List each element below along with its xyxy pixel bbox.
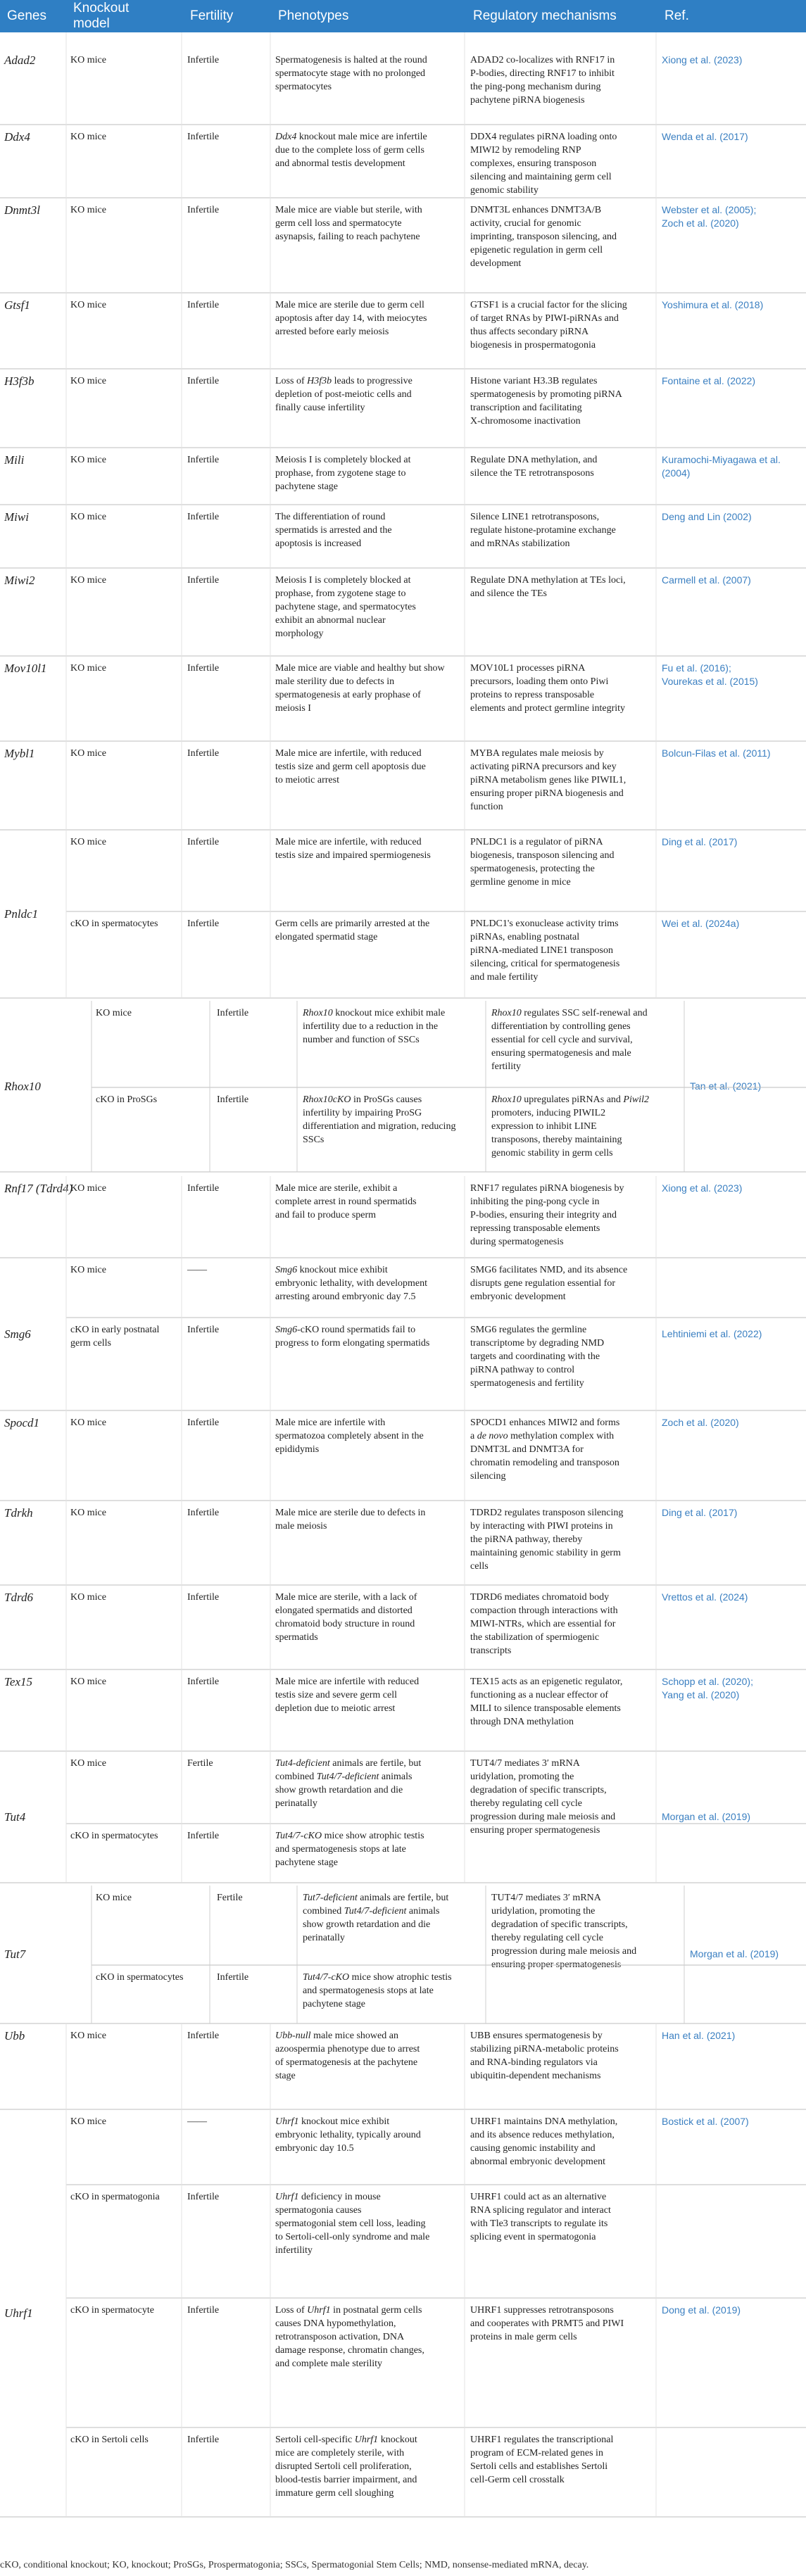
phenotype-text: Uhrf1 knockout mice exhibit embryonic lethality, typically around embryonic day 10.5: [275, 2116, 421, 2154]
phenotype-text: Meiosis I is completely blocked at prophase, from zygotene stage to pachytene stage, and spermatocytes exhibit an abnormal nuclear morphology: [275, 575, 416, 639]
phenotype-text: Sertoli cell-specific Uhrf1 knockout mice are completely sterile, with disrupted Sertoli cell proliferation, blood-testis barrier impairment, and immature germ cell sloughing: [275, 2435, 417, 2499]
fertility-status: Infertile: [187, 455, 220, 465]
phenotype-text: Male mice are infertile with reduced testis size and severe germ cell depletion due to meiotic arrest: [275, 1677, 420, 1714]
reference-link[interactable]: Xiong et al. (2023): [662, 54, 743, 65]
fertility-status: Infertile: [187, 376, 220, 386]
knockout-model: KO mice: [70, 2031, 106, 2041]
fertility-status: Infertile: [187, 1831, 220, 1841]
mechanism-text: TUT4/7 mediates 3′ mRNA uridylation, promoting the degradation of specific transcripts, thereby regulating cell cycle progression during male meiosis and ensuring proper spermatogenesis: [470, 1758, 616, 1836]
knockout-model: KO mice: [70, 748, 106, 759]
fertility-status: Infertile: [187, 1592, 220, 1603]
mechanism-text: Regulate DNA methylation, and silence the TE retrotransposons: [470, 455, 598, 479]
fertility-status: Infertile: [187, 300, 220, 310]
knockout-model: KO mice: [70, 512, 106, 522]
phenotype-text: Meiosis I is completely blocked at prophase, from zygotene stage to pachytene stage: [275, 455, 411, 492]
fertility-status: Infertile: [187, 1183, 220, 1194]
phenotype-text: Male mice are sterile due to germ cell apoptosis after day 14, with meiocytes arrested before early meiosis: [275, 300, 427, 337]
fertility-status: Fertile: [217, 1893, 243, 1903]
gene-name: Tdrd6: [4, 1591, 33, 1604]
header-regulatory-mechanisms: Regulatory mechanisms: [473, 8, 617, 23]
mechanism-text: Histone variant H3.3B regulates spermatogenesis by promoting piRNA transcription and facilitating X-chromosome inactivation: [470, 376, 622, 427]
phenotype-text: Loss of Uhrf1 in postnatal germ cells causes DNA hypomethylation, retrotransposon activation, DNA damage response, chromatin changes, and complete male sterility: [275, 2305, 424, 2369]
fertility-status: Infertile: [187, 2192, 220, 2202]
knockout-model: KO mice: [70, 837, 106, 847]
fertility-status: Infertile: [217, 1972, 249, 1983]
phenotype-text: Male mice are sterile due to defects in male meiosis: [275, 1508, 426, 1532]
fertility-status: Infertile: [187, 132, 220, 142]
mechanism-text: DNMT3L enhances DNMT3A/B activity, crucial for genomic imprinting, transposon silencing, and epigenetic regulation in germ cell development: [470, 205, 617, 269]
reference-link[interactable]: Deng and Lin (2002): [662, 511, 752, 522]
reference-link[interactable]: Dong et al. (2019): [662, 2304, 741, 2316]
phenotype-text: Male mice are viable but sterile, with germ cell loss and spermatocyte asynapsis, failing to reach pachytene: [275, 205, 422, 242]
mechanism-text: TEX15 acts as an epigenetic regulator, functioning as a nuclear effector of MILI to silence transposable elements through DNA methylation: [470, 1677, 623, 1727]
knockout-model: cKO in early postnatal germ cells: [70, 1325, 160, 1349]
fertility-status: Infertile: [217, 1008, 249, 1018]
fertility-status: Infertile: [187, 1325, 220, 1335]
knockout-model: cKO in spermatogonia: [70, 2192, 160, 2202]
gene-name: Ubb: [4, 2029, 25, 2043]
reference-link[interactable]: Morgan et al. (2019): [690, 1948, 779, 1959]
knockout-model: KO mice: [70, 300, 106, 310]
phenotype-text: Loss of H3f3b leads to progressive depletion of post-meiotic cells and finally cause infertility: [275, 376, 413, 413]
gene-name: Rhox10: [4, 1080, 41, 1093]
knockout-model: KO mice: [70, 455, 106, 465]
knockout-model: KO mice: [70, 575, 106, 586]
gene-name: Tut4: [4, 1810, 26, 1824]
knockout-model: KO mice: [96, 1893, 132, 1903]
header-phenotypes: Phenotypes: [278, 8, 349, 23]
gene-name: Pnldc1: [4, 907, 39, 921]
reference-link[interactable]: Schopp et al. (2020); Yang et al. (2020): [662, 1676, 753, 1700]
reference-link[interactable]: Ding et al. (2017): [662, 836, 738, 847]
mechanism-text: Regulate DNA methylation at TEs loci, and silence the TEs: [470, 575, 626, 599]
reference-link[interactable]: Morgan et al. (2019): [662, 1811, 751, 1822]
gene-name: Gtsf1: [4, 298, 30, 312]
header-ref: Ref.: [665, 8, 689, 23]
reference-link[interactable]: Bolcun-Filas et al. (2011): [662, 747, 771, 759]
reference-link[interactable]: Vrettos et al. (2024): [662, 1591, 748, 1603]
knockout-model: KO mice: [70, 55, 106, 65]
mechanism-text: Rhox10 upregulates piRNAs and Piwil2 promoters, inducing PIWIL2 expression to inhibit LINE transposons, thereby maintaining genomic stability in germ cells: [491, 1094, 649, 1158]
knockout-model: KO mice: [70, 1592, 106, 1603]
fertility-status: Infertile: [187, 205, 220, 215]
gene-name: Tut7: [4, 1947, 26, 1961]
phenotype-text: Tut4/7-cKO mice show atrophic testis and spermatogenesis stops at late pachytene stage: [275, 1831, 424, 1868]
fertility-status: Infertile: [187, 663, 220, 674]
knockout-model: KO mice: [70, 1418, 106, 1428]
gene-name: Spocd1: [4, 1416, 40, 1429]
mechanism-text: UHRF1 regulates the transcriptional program of ECM-related genes in Sertoli cells and establishes Sertoli cell-Germ cell crosstalk: [470, 2435, 614, 2485]
gene-name: Dnmt3l: [4, 203, 40, 217]
gene-name: Adad2: [4, 53, 36, 67]
mechanism-text: UHRF1 maintains DNA methylation, and its absence reduces methylation, causing genomic instability and abnormal embryonic development: [470, 2116, 618, 2167]
reference-link[interactable]: Carmell et al. (2007): [662, 574, 751, 586]
fertility-status: Infertile: [187, 748, 220, 759]
fertility-status: Infertile: [187, 2435, 220, 2445]
header-genes: Genes: [7, 8, 46, 23]
knockout-model: KO mice: [70, 1677, 106, 1687]
knockout-model: cKO in ProSGs: [96, 1094, 158, 1105]
knockout-model: KO mice: [70, 1265, 106, 1275]
fertility-status: Infertile: [187, 2305, 220, 2316]
mechanism-text: ADAD2 co-localizes with RNF17 in P-bodies, directing RNF17 to inhibit the ping-pong mechanism during pachytene piRNA biogenesis: [470, 55, 615, 106]
mechanism-text: SPOCD1 enhances MIWI2 and forms a de novo methylation complex with DNMT3L and DNMT3A for chromatin remodeling and transposon silencing: [470, 1418, 620, 1482]
reference-link[interactable]: Fu et al. (2016); Vourekas et al. (2015): [662, 662, 758, 687]
reference-link[interactable]: Bostick et al. (2007): [662, 2116, 749, 2127]
gene-name: Mili: [4, 453, 25, 467]
phenotype-text: Smg6-cKO round spermatids fail to progress to form elongating spermatids: [275, 1325, 430, 1349]
fertility-status: Infertile: [217, 1094, 249, 1105]
fertility-status: Infertile: [187, 1508, 220, 1518]
mechanism-text: UBB ensures spermatogenesis by stabilizing piRNA-metabolic proteins and RNA-binding regulators via ubiquitin-dependent mechanisms: [470, 2031, 619, 2081]
reference-link[interactable]: Tan et al. (2021): [690, 1080, 762, 1092]
phenotype-text: Male mice are infertile, with reduced testis size and impaired spermiogenesis: [275, 837, 431, 861]
reference-link[interactable]: Zoch et al. (2020): [662, 1417, 739, 1428]
reference-link[interactable]: Webster et al. (2005); Zoch et al. (2020): [662, 204, 757, 229]
fertility-status: ——: [187, 1265, 207, 1275]
fertility-status: Infertile: [187, 512, 220, 522]
mechanism-text: Rhox10 regulates SSC self-renewal and differentiation by controlling genes essential for cell cycle and survival, ensuring spermatogenesis and male fertility: [491, 1008, 648, 1072]
gene-name: Smg6: [4, 1327, 31, 1341]
reference-link[interactable]: Han et al. (2021): [662, 2030, 736, 2041]
phenotype-text: Smg6 knockout mice exhibit embryonic lethality, with development arresting around embryonic day 7.5: [275, 1265, 428, 1302]
knockout-model: cKO in spermatocytes: [96, 1972, 184, 1983]
mechanism-text: UHRF1 suppresses retrotransposons and cooperates with PRMT5 and PIWI proteins in male germ cells: [470, 2305, 624, 2342]
mechanism-text: PNLDC1 is a regulator of piRNA biogenesis, transposon silencing and spermatogenesis, protecting the germline genome in mice: [470, 837, 615, 888]
gene-name: Mybl1: [4, 747, 35, 760]
knockout-model: cKO in spermatocytes: [70, 1831, 158, 1841]
phenotype-text: Male mice are infertile with spermatozoa completely absent in the epididymis: [275, 1418, 424, 1455]
knockout-model: KO mice: [70, 1183, 106, 1194]
phenotype-text: Germ cells are primarily arrested at the elongated spermatid stage: [275, 918, 430, 942]
knockout-model: cKO in Sertoli cells: [70, 2435, 149, 2445]
mechanism-text: PNLDC1's exonuclease activity trims piRNAs, enabling postnatal piRNA-mediated LINE1 transposon silencing, critical for spermatogenesis and male fertility: [470, 918, 620, 983]
header-knockout-model: Knockout model: [73, 1, 130, 31]
phenotype-text: Ubb-null male mice showed an azoospermia phenotype due to arrest of spermatogenesis at the pachytene stage: [275, 2031, 420, 2081]
mechanism-text: MYBA regulates male meiosis by activating piRNA precursors and key piRNA metabolism genes like PIWIL1, ensuring proper piRNA biogenesis and function: [470, 748, 626, 812]
mechanism-text: DDX4 regulates piRNA loading onto MIWI2 by remodeling RNP complexes, ensuring transposon silencing and maintaining germ cell genomic stability: [470, 132, 617, 196]
fertility-status: Infertile: [187, 575, 220, 586]
reference-link[interactable]: Yoshimura et al. (2018): [662, 299, 764, 310]
phenotype-text: Uhrf1 deficiency in mouse spermatogonia causes spermatogonial stem cell loss, leading to Sertoli-cell-only syndrome and male infertility: [275, 2192, 430, 2256]
phenotype-text: Male mice are sterile, exhibit a complete arrest in round spermatids and fail to produce sperm: [275, 1183, 417, 1220]
reference-link[interactable]: Kuramochi-Miyagawa et al. (2004): [662, 454, 781, 479]
phenotype-text: Spermatogenesis is halted at the round spermatocyte stage with no prolonged spermatocytes: [275, 55, 427, 92]
fertility-status: Infertile: [187, 918, 220, 929]
reference-link[interactable]: Lehtiniemi et al. (2022): [662, 1328, 762, 1339]
phenotype-text: Male mice are sterile, with a lack of elongated spermatids and distorted chromatoid body structure in round spermatids: [275, 1592, 417, 1643]
mechanism-text: MOV10L1 processes piRNA precursors, loading them onto Piwi proteins to repress transposable elements and protect germline integrity: [470, 663, 626, 714]
mechanism-text: Silence LINE1 retrotransposons, regulate histone-protamine exchange and mRNAs stabilization: [470, 512, 616, 549]
phenotype-text: The differentiation of round spermatids is arrested and the apoptosis is increased: [275, 512, 392, 549]
phenotype-text: Tut4-deficient animals are fertile, but combined Tut4/7-deficient animals show growth retardation and die perinatally: [275, 1758, 422, 1809]
header-fertility: Fertility: [190, 8, 234, 23]
knockout-model: KO mice: [70, 1508, 106, 1518]
fertility-status: Infertile: [187, 1418, 220, 1428]
gene-name: Miwi2: [4, 574, 35, 587]
phenotype-text: Male mice are infertile, with reduced testis size and germ cell apoptosis due to meiotic arrest: [275, 748, 426, 785]
reference-link[interactable]: Wei et al. (2024a): [662, 918, 740, 929]
reference-link[interactable]: Fontaine et al. (2022): [662, 375, 756, 386]
mechanism-text: TDRD2 regulates transposon silencing by interacting with PIWI proteins in the piRNA pathway, thereby maintaining genomic stability in germ cells: [470, 1508, 624, 1572]
phenotype-text: Rhox10cKO in ProSGs causes infertility by impairing ProSG differentiation and migration, reducing SSCs: [303, 1094, 456, 1145]
gene-name: Miwi: [4, 510, 29, 524]
phenotype-text: Ddx4 knockout male mice are infertile due to the complete loss of germ cells and abnormal testis development: [275, 132, 427, 169]
mechanism-text: SMG6 facilitates NMD, and its absence disrupts gene regulation essential for embryonic development: [470, 1265, 628, 1302]
mechanism-text: TDRD6 mediates chromatoid body compaction through interactions with MIWI-NTRs, which are essential for the stabilization of spermiogenic transcripts: [470, 1592, 618, 1656]
mechanism-text: RNF17 regulates piRNA biogenesis by inhibiting the ping-pong cycle in P-bodies, ensuring their integrity and repressing transposable elements during spermatogenesis: [470, 1183, 624, 1247]
gene-name: Uhrf1: [4, 2306, 33, 2320]
fertility-status: ——: [187, 2116, 207, 2127]
knockout-model: KO mice: [96, 1008, 132, 1018]
gene-name: Tex15: [4, 1675, 32, 1688]
reference-link[interactable]: Wenda et al. (2017): [662, 131, 748, 142]
knockout-model: cKO in spermatocyte: [70, 2305, 154, 2316]
mechanism-text: GTSF1 is a crucial factor for the slicing of target RNAs by PIWI-piRNAs and thus affects secondary piRNA biogenesis in prospermatogonia: [470, 300, 627, 351]
mechanism-text: SMG6 regulates the germline transcriptome by degrading NMD targets and coordinating with the piRNA pathway to control spermatogenesis and fertility: [470, 1325, 605, 1389]
phenotype-text: Tut7-deficient animals are fertile, but combined Tut4/7-deficient animals show growth retardation and die perinatally: [303, 1893, 449, 1943]
reference-link[interactable]: Ding et al. (2017): [662, 1507, 738, 1518]
phenotype-text: Rhox10 knockout mice exhibit male infertility due to a reduction in the number and function of SSCs: [303, 1008, 446, 1045]
fertility-status: Infertile: [187, 837, 220, 847]
phenotype-text: Male mice are viable and healthy but show male sterility due to defects in spermatogenesis at early prophase of meiosis I: [275, 663, 445, 714]
fertility-status: Infertile: [187, 55, 220, 65]
gene-name: Ddx4: [4, 130, 30, 144]
knockout-model: KO mice: [70, 663, 106, 674]
gene-name: Tdrkh: [4, 1506, 33, 1520]
fertility-status: Fertile: [187, 1758, 213, 1769]
table-footnote: cKO, conditional knockout; KO, knockout; ProSGs, Prospermatogonia; SSCs, Spermatogonial Stem Cells; NMD, nonsense-mediated mRNA, decay.: [0, 2560, 589, 2570]
knockout-model: KO mice: [70, 2116, 106, 2127]
fertility-status: Infertile: [187, 2031, 220, 2041]
reference-link[interactable]: Xiong et al. (2023): [662, 1182, 743, 1194]
gene-name: H3f3b: [4, 374, 34, 388]
knockout-model: cKO in spermatocytes: [70, 918, 158, 929]
gene-name: Mov10l1: [4, 662, 47, 675]
fertility-status: Infertile: [187, 1677, 220, 1687]
knockout-model: KO mice: [70, 205, 106, 215]
phenotype-text: Tut4/7-cKO mice show atrophic testis and spermatogenesis stops at late pachytene stage: [303, 1972, 452, 2009]
mechanism-text: UHRF1 could act as an alternative RNA splicing regulator and interact with Tle3 transcripts to regulate its splicing event in spermatogonia: [470, 2192, 611, 2242]
knockout-model: KO mice: [70, 376, 106, 386]
knockout-model: KO mice: [70, 1758, 106, 1769]
gene-name: Rnf17 (Tdrd4): [4, 1182, 73, 1195]
knockout-model: KO mice: [70, 132, 106, 142]
mechanism-text: TUT4/7 mediates 3′ mRNA uridylation, promoting the degradation of specific transcripts, thereby regulating cell cycle progression during male meiosis and ensuring proper spermatogenesis: [491, 1893, 637, 1970]
